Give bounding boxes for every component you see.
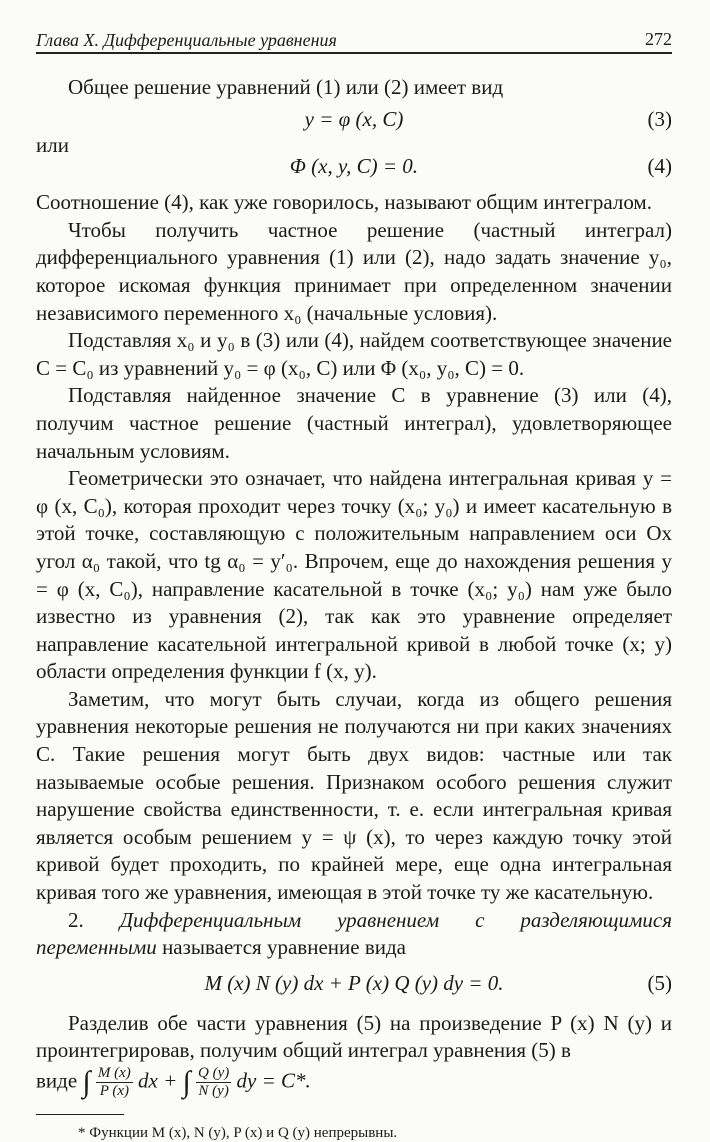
formula-part: dx + — [138, 1068, 178, 1093]
equation-formula: y = φ (x, C) — [304, 106, 404, 131]
equation-4 — [36, 153, 672, 183]
paragraph: Подставляя x₀ и y₀ в (3) или (4), найдем соответствующее значение C = C₀ из уравнений y₀ = φ (x₀, C) или Φ (x₀, y₀, C) = 0. — [36, 328, 672, 380]
page-number: 272 — [645, 29, 672, 49]
fraction — [96, 1065, 133, 1100]
equation-number: (4) — [647, 154, 672, 179]
section-number: 2. — [68, 907, 84, 932]
lead-word: виде — [36, 1068, 78, 1093]
equation-number: (5) — [647, 970, 672, 995]
equation-number: (3) — [647, 106, 672, 131]
integral-sign: ∫ — [82, 1065, 91, 1099]
equation-3 — [36, 106, 672, 136]
equation-formula: M (x) N (y) dx + P (x) Q (y) dy = 0. — [204, 970, 504, 995]
paragraph: Подставляя найденное значение C в уравнение (3) или (4), получим частное решение (частный интеграл), удовлетворяющее начальным условиям. — [36, 383, 672, 463]
formula-part: dy = C*. — [236, 1068, 311, 1093]
fraction — [196, 1065, 231, 1100]
paragraph: Разделив обе части уравнения (5) на произведение P (x) N (y) и проинтегрировав, получим общий интеграл уравнения (5) в — [36, 1010, 672, 1063]
paragraph: Заметим, что могут быть случаи, когда из общего решения уравнения некоторые решения не получаются ни при каких значениях C. Такие решения могут быть двух видов: частные или так называемые особые решения. Признаком особого решения служит нарушение свойства единственности, т. е. если интегральная кривая является особым решением y = ψ (x), то через каждую точку этой кривой будет проходить, по крайней мере, еще одна интегральная кривая того же уравнения, имеющая в этой точке ту же касательную. — [36, 686, 672, 905]
section-paragraph — [36, 907, 672, 962]
chapter-title: Глава X. Дифференциальные уравнения — [36, 30, 337, 50]
connective-word: или — [36, 132, 69, 157]
integral-sign: ∫ — [182, 1065, 191, 1099]
definition-term: Дифференциальным уравнением с разделяющимися переменными — [36, 907, 672, 960]
paragraph: Геометрически это означает, что найдена интегральная кривая y = φ (x, C₀), которая проходит через точку (x₀; y₀) и имеет касательную в этой точке, составляющую с положительным направлением оси Ox угол α₀ такой, что tg α₀ = y′₀. Впрочем, еще до нахождения решения y = φ (x, C₀), направление касательной в точке (x₀; y₀) нам уже было известно из уравнения (2), так как это уравнение определяет направление касательной интегральной кривой в любой точке (x; y) области определения функции f (x, y). — [36, 466, 672, 684]
numerator: M (x) — [97, 1065, 131, 1081]
running-header — [36, 28, 672, 54]
paragraph: Чтобы получить частное решение (частный интеграл) дифференциального уравнения (1) или (2), надо задать значение y₀, которое искомая функция принимает при определенном значении независимого переменного x₀ (начальные условия). — [36, 217, 672, 325]
equation-formula: Φ (x, y, C) = 0. — [289, 154, 419, 179]
paragraph: Соотношение (4), как уже говорилось, называют общим интегралом. — [36, 190, 652, 215]
footnote-rule — [36, 1114, 124, 1115]
equation-5 — [36, 970, 672, 1000]
integral-formula — [36, 1065, 672, 1100]
paragraph-text: называется уравнение вида — [162, 935, 406, 960]
denominator: N (y) — [198, 1083, 229, 1099]
main-text — [36, 74, 672, 1100]
paragraph: Общее решение уравнений (1) или (2) имеет вид — [68, 75, 504, 99]
book-page — [36, 28, 672, 1142]
denominator: P (x) — [99, 1083, 129, 1099]
numerator: Q (y) — [198, 1065, 230, 1081]
footnote: * Функции M (x), N (y), P (x) и Q (y) непрерывны. — [78, 1125, 398, 1141]
